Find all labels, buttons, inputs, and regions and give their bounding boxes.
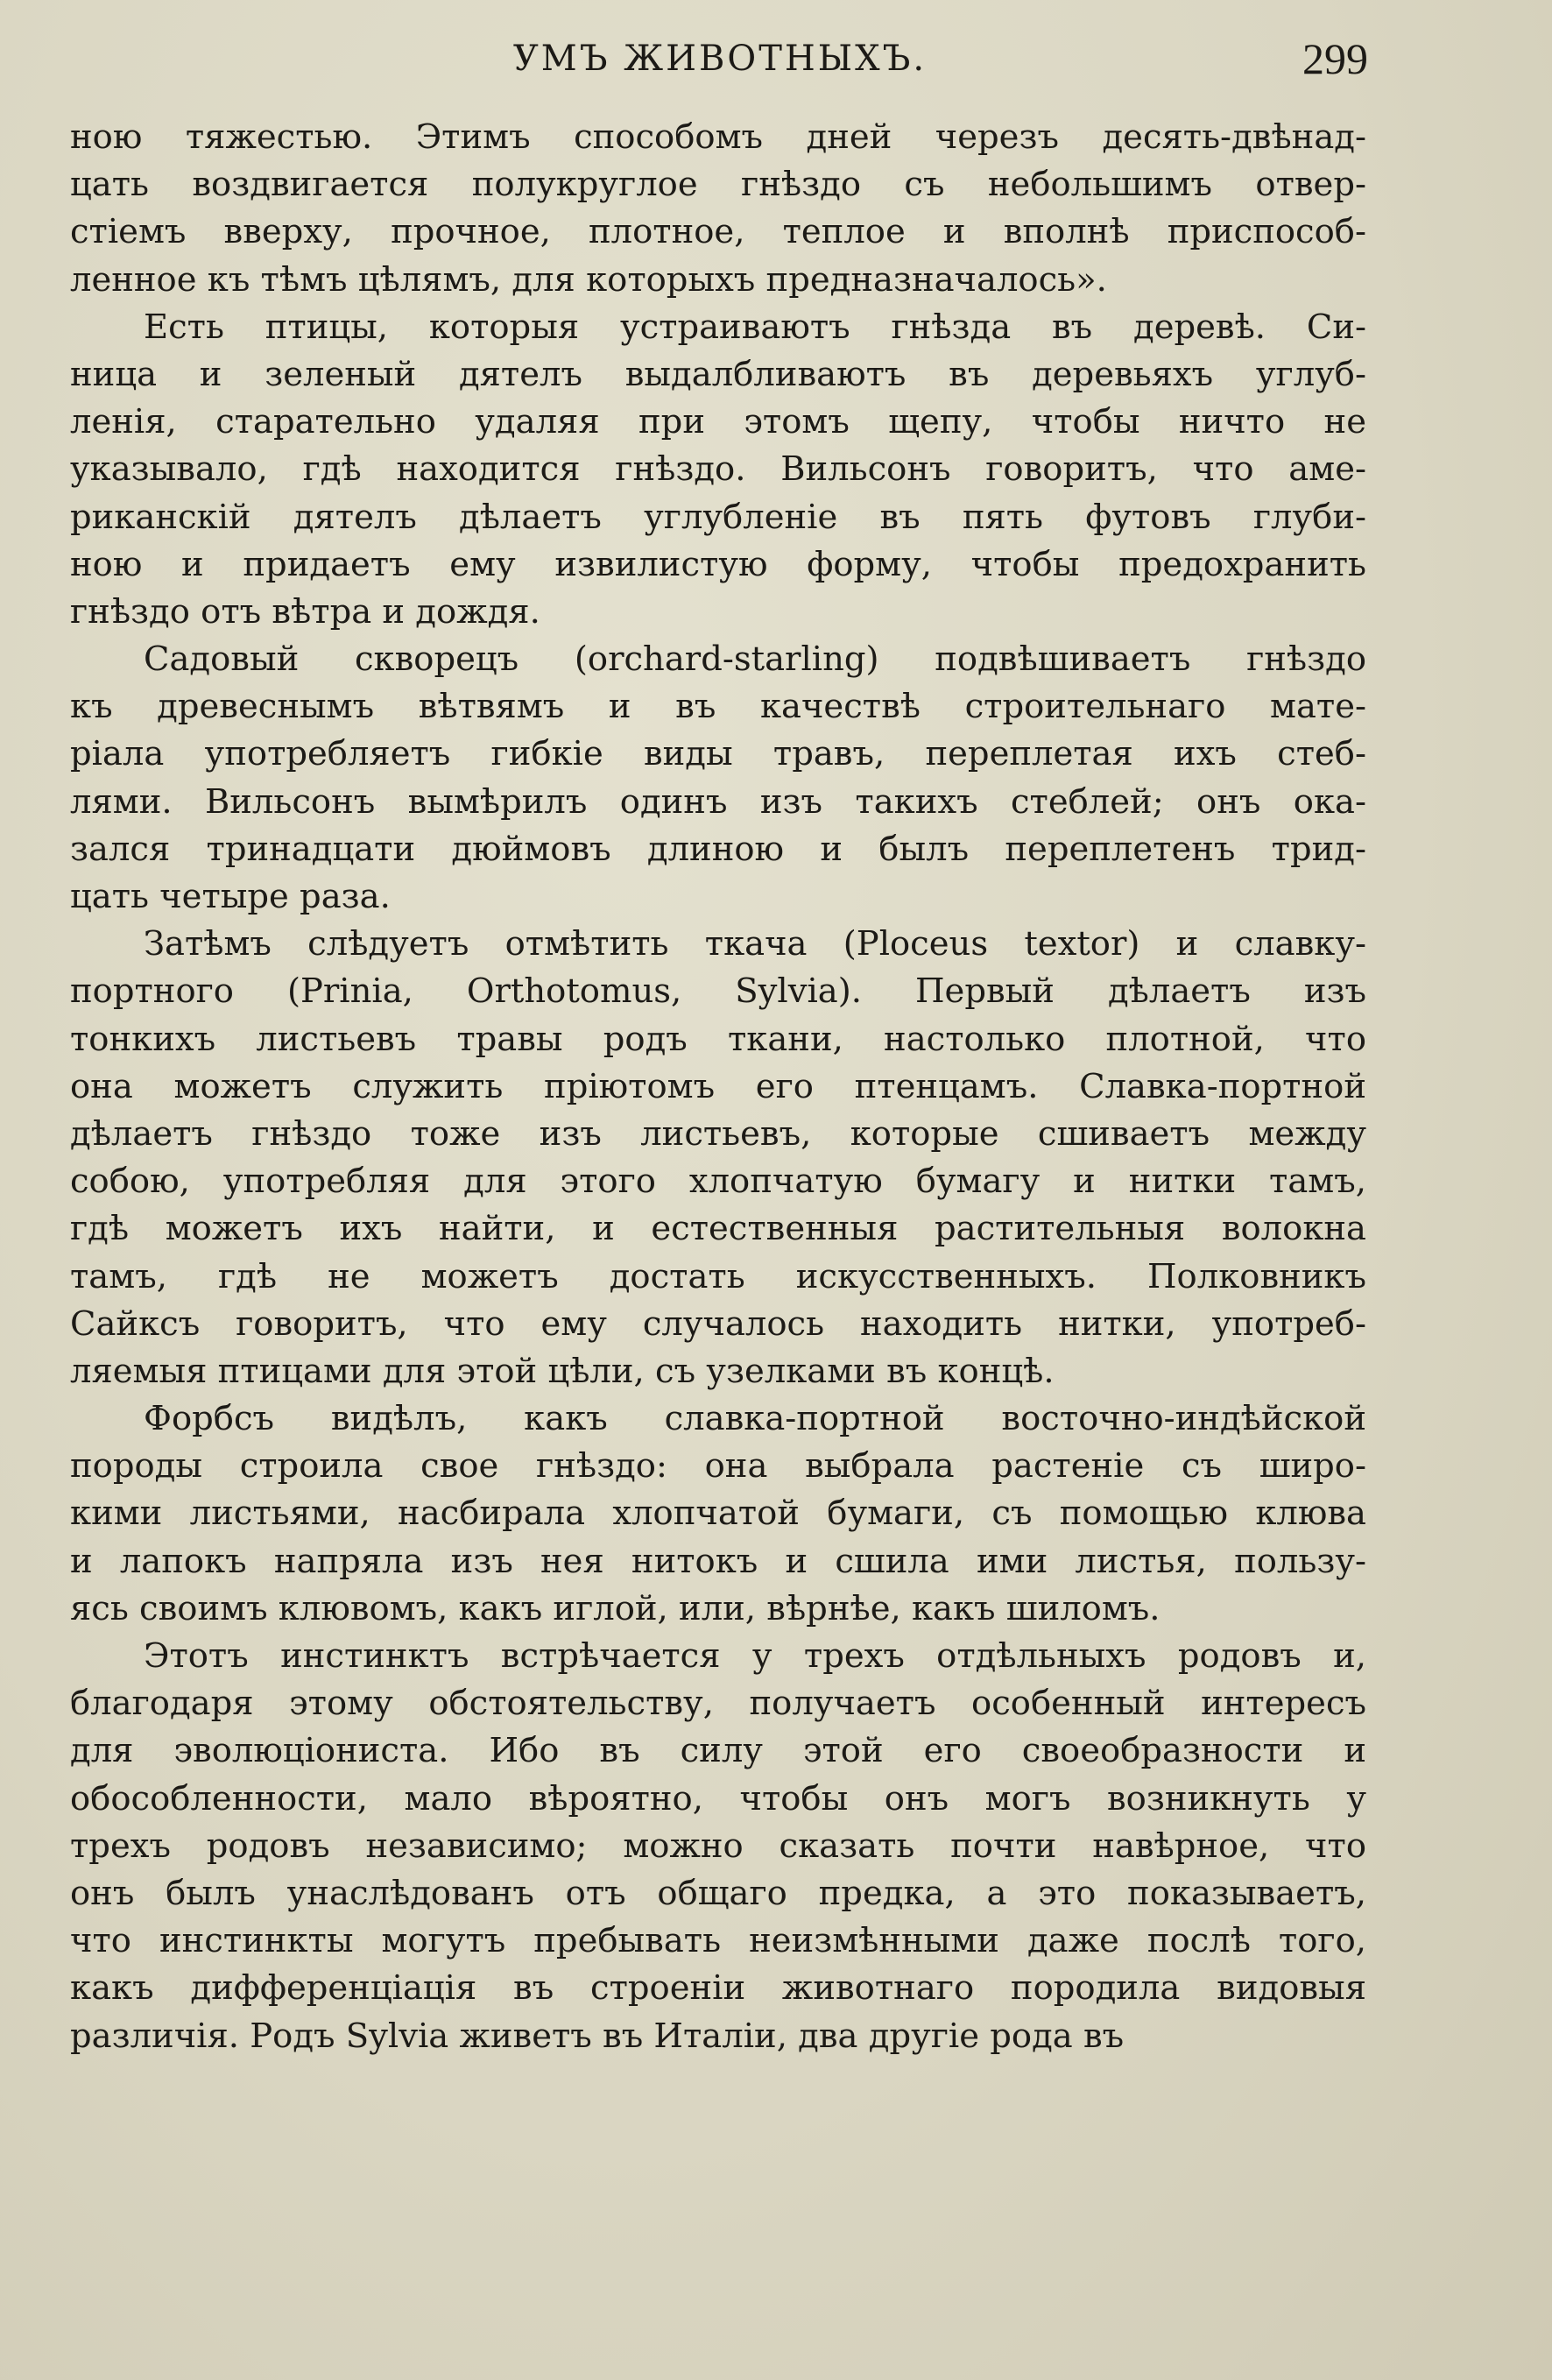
text-line: Форбсъ видѣлъ, какъ славка-портной восточно-индѣйской (144, 1399, 1366, 1439)
text-line: какъ дифференціація въ строеніи животнаго породила видовыя (70, 1968, 1366, 2009)
text-line: указывало, гдѣ находится гнѣздо. Вильсонъ говоритъ, что аме- (70, 449, 1366, 490)
page-number: 299 (1302, 34, 1368, 83)
text-line: къ древеснымъ вѣтвямъ и въ качествѣ строительнаго мате- (70, 687, 1366, 727)
paragraph (70, 114, 1366, 304)
text-line: цать воздвигается полукруглое гнѣздо съ небольшимъ отвер- (70, 165, 1366, 205)
text-line: и лапокъ напряла изъ нея нитокъ и сшила ими листья, пользу- (70, 1541, 1366, 1581)
text-line: ница и зеленый дятелъ выдалбливаютъ въ деревьяхъ углуб- (70, 354, 1366, 394)
text-line: Есть птицы, которыя устраиваютъ гнѣзда въ деревѣ. Си- (144, 307, 1366, 347)
text-line: ленное къ тѣмъ цѣлямъ, для которыхъ предназначалось». (70, 259, 1107, 300)
text-line: гнѣздо отъ вѣтра и дождя. (70, 591, 540, 632)
text-line: риканскій дятелъ дѣлаетъ углубленіе въ пять футовъ глуби- (70, 497, 1366, 537)
text-line: лями. Вильсонъ вымѣрилъ одинъ изъ такихъ стеблей; онъ ока- (70, 781, 1366, 822)
text-line: Этотъ инстинктъ встрѣчается у трехъ отдѣльныхъ родовъ и, (144, 1636, 1366, 1676)
text-line: ленія, старательно удаляя при этомъ щепу, чтобы ничто не (70, 402, 1366, 442)
paragraph (70, 636, 1366, 921)
text-line: тамъ, гдѣ не можетъ достать искусственныхъ. Полковникъ (70, 1256, 1366, 1296)
text-line: трехъ родовъ независимо; можно сказать почти навѣрное, что (70, 1826, 1366, 1866)
text-line: благодаря этому обстоятельству, получаетъ особенный интересъ (70, 1684, 1366, 1724)
paragraph (70, 921, 1366, 1395)
text-line: ляемыя птицами для этой цѣли, съ узелками въ концѣ. (70, 1351, 1055, 1391)
text-line: ною тяжестью. Этимъ способомъ дней черезъ десять-двѣнад- (70, 117, 1366, 157)
text-line: портного (Prinia, Orthotomus, Sylvia). Первый дѣлаетъ изъ (70, 971, 1366, 1012)
paragraph (70, 1633, 1366, 2060)
text-line: что инстинкты могутъ пребывать неизмѣнными даже послѣ того, (70, 1921, 1366, 1961)
text-line: породы строила свое гнѣздо: она выбрала растеніе съ широ- (70, 1446, 1366, 1487)
text-line: гдѣ можетъ ихъ найти, и естественныя растительныя волокна (70, 1209, 1366, 1249)
text-line: дѣлаетъ гнѣздо тоже изъ листьевъ, которые сшиваетъ между (70, 1113, 1366, 1154)
text-line: онъ былъ унаслѣдованъ отъ общаго предка, а это показываетъ, (70, 1873, 1366, 1913)
running-head (72, 33, 1368, 86)
running-title: УМЪ ЖИВОТНЫХЪ. (512, 39, 928, 79)
text-line: ясь своимъ клювомъ, какъ иглой, или, вѣрнѣе, какъ шиломъ. (70, 1588, 1160, 1628)
text-line: Садовый скворецъ (orchard-starling) подвѣшиваетъ гнѣздо (144, 639, 1366, 680)
text-line: Затѣмъ слѣдуетъ отмѣтить ткача (Ploceus textor) и славку- (144, 924, 1366, 964)
body-text (70, 114, 1366, 2060)
text-line: тонкихъ листьевъ травы родъ ткани, настолько плотной, что (70, 1019, 1366, 1059)
text-line: обособленности, мало вѣроятно, чтобы онъ могъ возникнуть у (70, 1778, 1366, 1819)
text-line: она можетъ служить пріютомъ его птенцамъ. Славка-портной (70, 1066, 1366, 1106)
text-line: Сайксъ говоритъ, что ему случалось находить нитки, употреб- (70, 1303, 1366, 1344)
text-line: цать четыре раза. (70, 877, 391, 916)
text-line: собою, употребляя для этого хлопчатую бумагу и нитки тамъ, (70, 1162, 1366, 1202)
paragraph (70, 1395, 1366, 1633)
text-line: ною и придаетъ ему извилистую форму, чтобы предохранить (70, 544, 1366, 584)
paragraph (70, 304, 1366, 636)
text-line: зался тринадцати дюймовъ длиною и былъ переплетенъ трид- (70, 829, 1366, 869)
text-line: для эволюціониста. Ибо въ силу этой его своеобразности и (70, 1731, 1366, 1771)
text-line: кими листьями, насбирала хлопчатой бумаги, съ помощью клюва (70, 1494, 1366, 1534)
text-line: стіемъ вверху, прочное, плотное, теплое и вполнѣ приспособ- (70, 212, 1366, 252)
text-line: различія. Родъ Sylvia живетъ въ Италіи, два другіе рода въ (70, 2016, 1125, 2056)
text-line: ріала употребляетъ гибкіе виды травъ, переплетая ихъ стеб- (70, 734, 1366, 774)
